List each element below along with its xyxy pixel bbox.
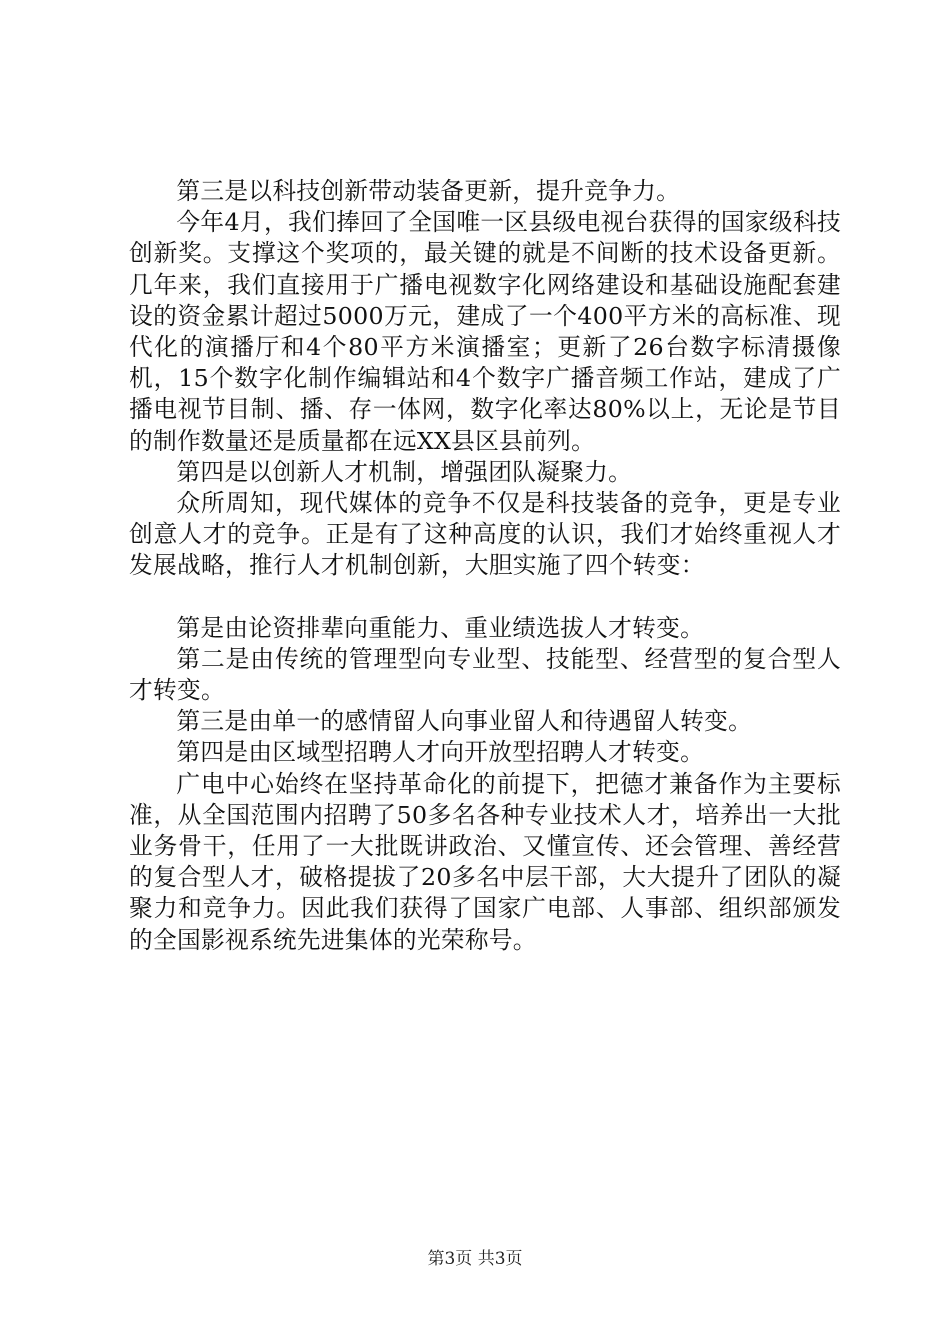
paragraph-change-four: 第四是由区域型招聘人才向开放型招聘人才转变。	[176, 738, 705, 767]
paragraph-heading-four: 第四是以创新人才机制，增强团队凝聚力。	[176, 457, 633, 486]
paragraph-results: 广电中心始终在坚持革命化的前提下，把德才兼备作为主要标准，从全国范围内招聘了50多名各种专业技术人才，培养出一大批业务骨干，任用了一大批既讲政治、又懂宣传、还会管理、善经营的复合型人才，破格提拔了20多名中层干部，大大提升了团队的凝聚力和竞争力。因此我们获得了国家广电部、人事部、组织部颁发的全国影视系统先进集体的光荣称号。	[129, 769, 841, 954]
paragraph-change-one: 第是由论资排辈向重能力、重业绩选拔人才转变。	[176, 613, 705, 642]
paragraph-heading-three: 第三是以科技创新带动装备更新，提升竞争力。	[176, 177, 681, 205]
paragraph-talent-intro: 众所周知，现代媒体的竞争不仅是科技装备的竞争，更是专业创意人才的竞争。正是有了这种高度的认识，我们才始终重视人才发展战略，推行人才机制创新，大胆实施了四个转变：	[129, 489, 841, 580]
paragraph-change-three: 第三是由单一的感情留人向事业留人和待遇留人转变。	[176, 707, 753, 736]
paragraph-tech-award: 今年4月，我们捧回了全国唯一区县级电视台获得的国家级科技创新奖。支撑这个奖项的，最关键的就是不间断的技术设备更新。几年来，我们直接用于广播电视数字化网络建设和基础设施配套建设的资金累计超过5000万元，建成了一个400平方米的高标准、现代化的演播厅和4个80平方米演播室；更新了26台数字标清摄像机，15个数字化制作编辑站和4个数字广播音频工作站，建成了广播电视节目制、播、存一体网，数字化率达80%以上，无论是节目的制作数量还是质量都在远XX县区县前列。	[129, 208, 841, 455]
document-body	[129, 176, 841, 956]
page-footer: 第3页 共3页	[427, 1249, 523, 1269]
paragraph-change-two: 第二是由传统的管理型向专业型、技能型、经营型的复合型人才转变。	[129, 644, 841, 705]
